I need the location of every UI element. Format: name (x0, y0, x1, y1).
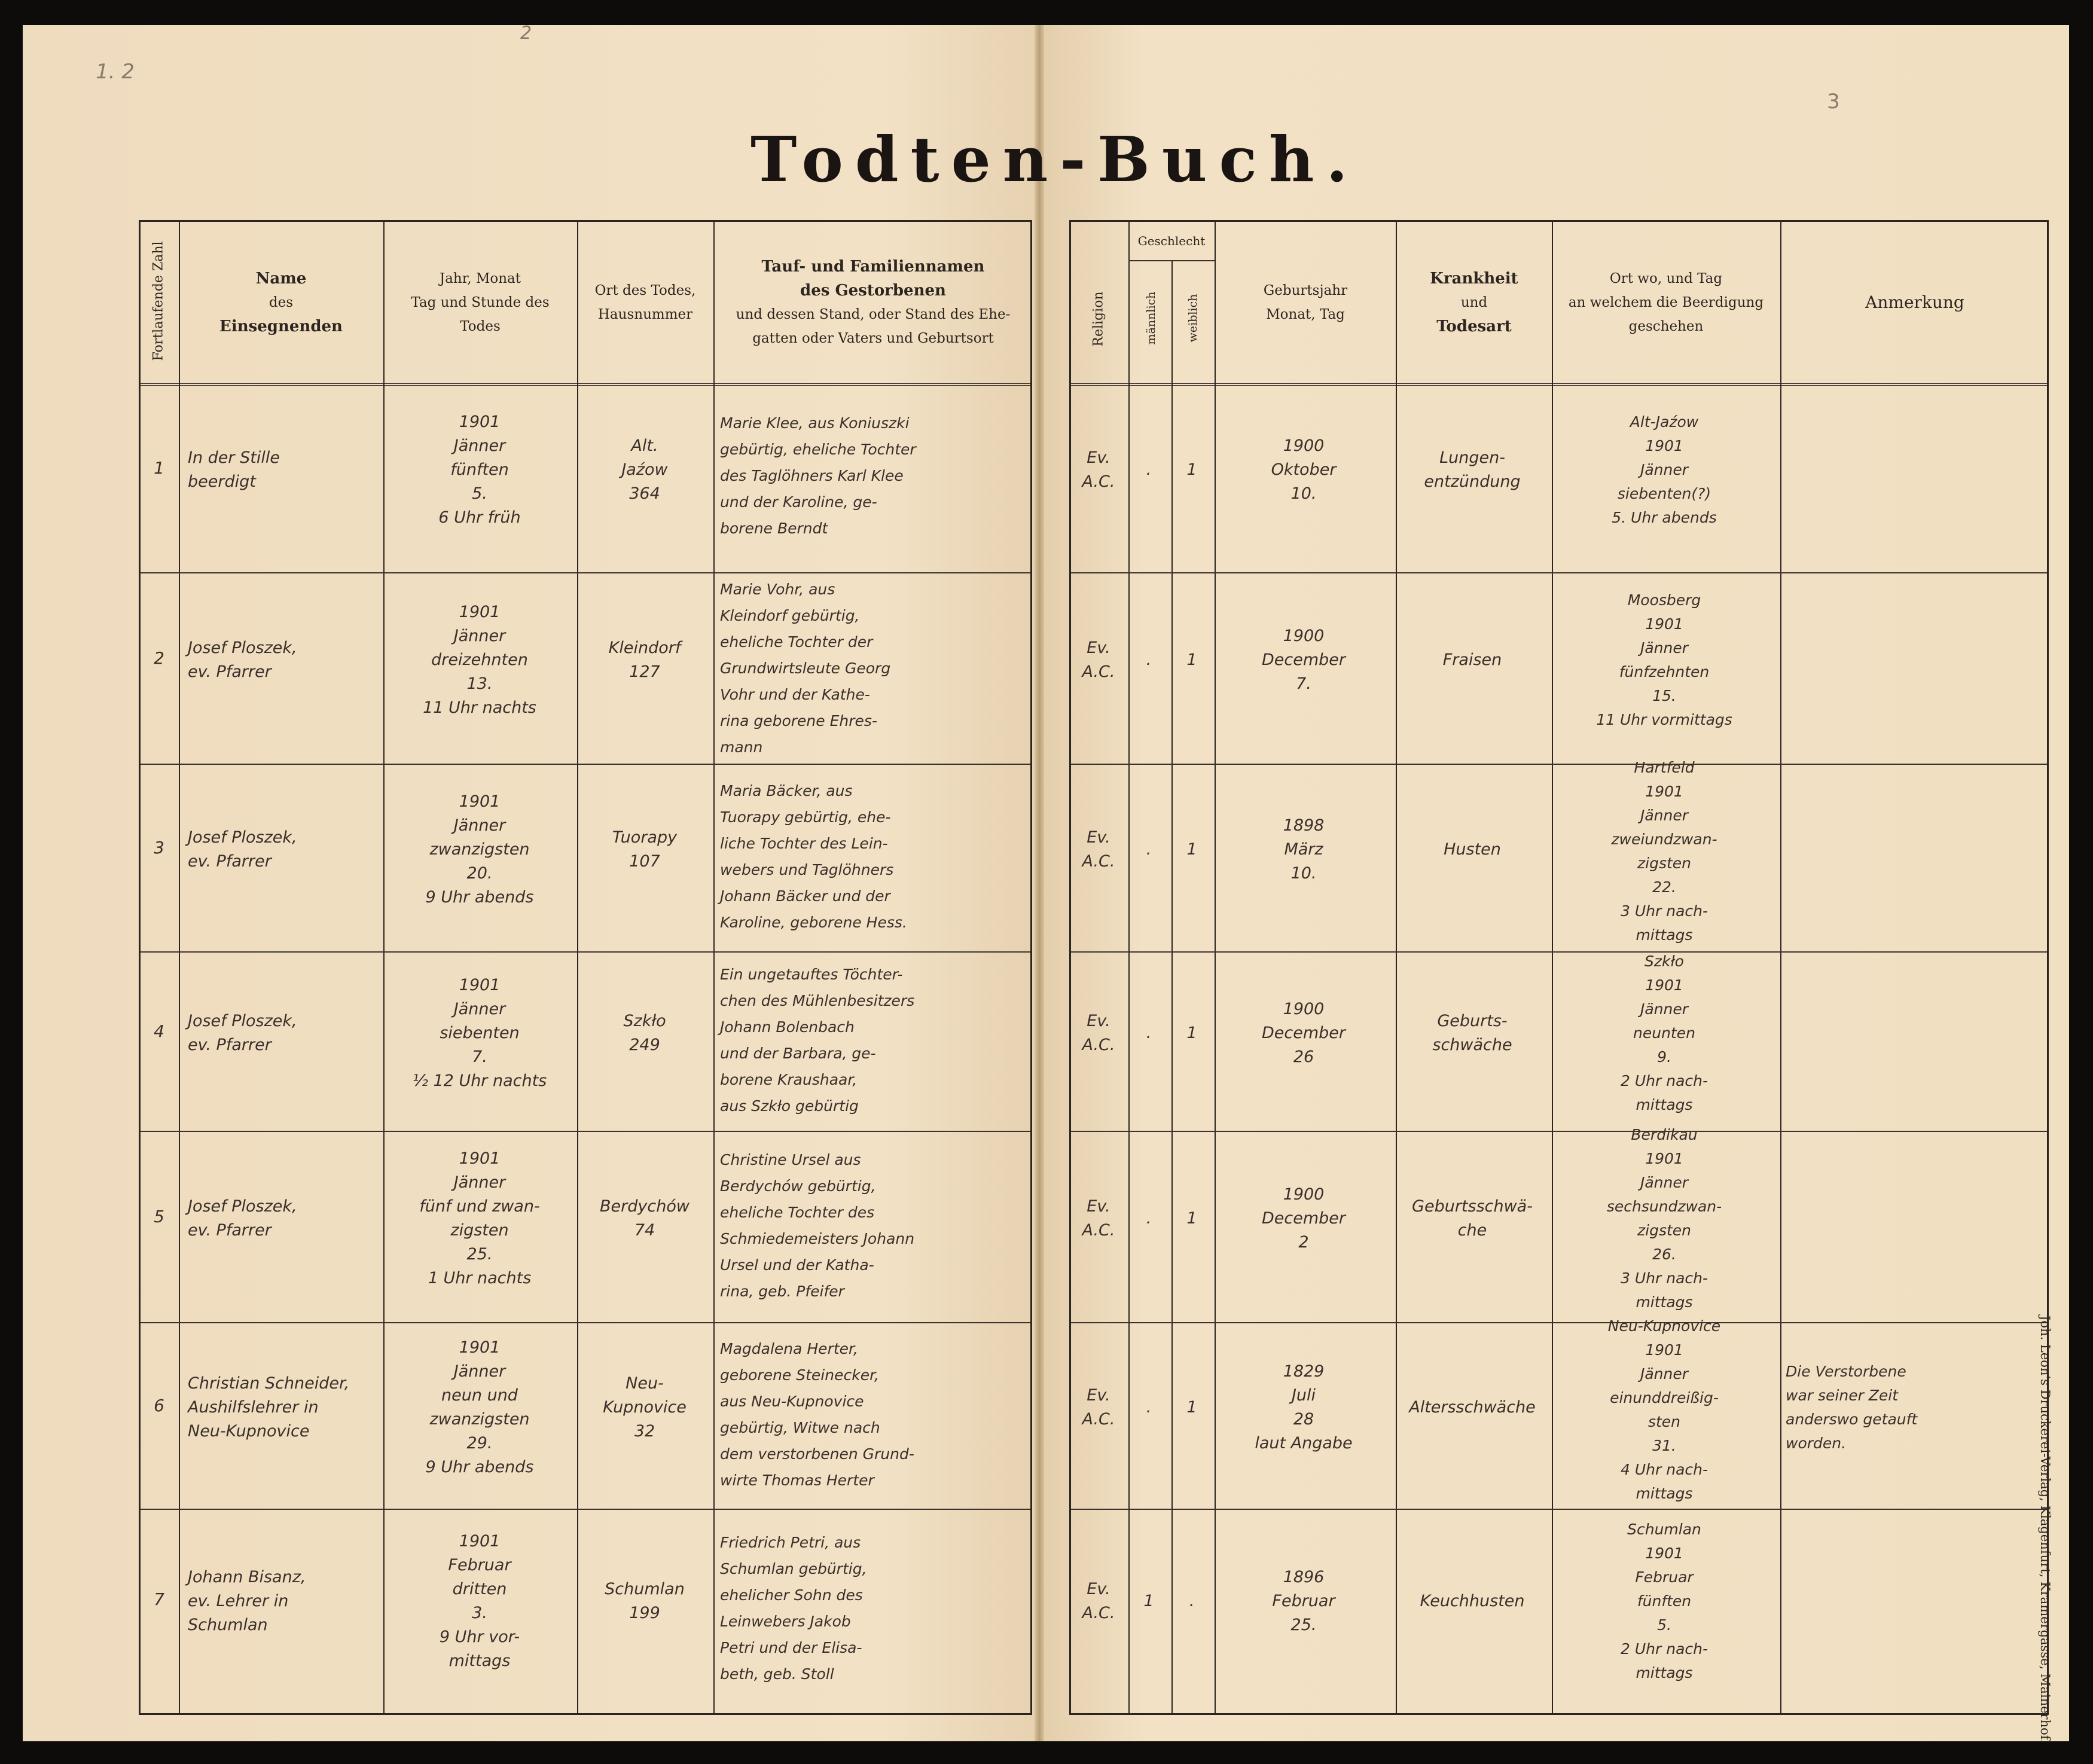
row-2-person: Marie Vohr, aus Kleindorf gebürtig, eheliche Tochter der Grundwirtsleute Georg Vohr und der Kathe- rina geborene Ehres- mann (720, 581, 891, 756)
row-1-burial: Alt-Jaźow 1901 Jänner siebenten(?) 5. Uhr abends (1612, 413, 1717, 526)
row-6-remark: Die Verstorbene war seiner Zeit anderswo getauft worden. (1786, 1363, 1918, 1452)
row-5-male: . (1146, 1209, 1152, 1228)
header-male: männlich (1145, 291, 1158, 345)
row-1-religion: Ev. A.C. (1082, 448, 1115, 491)
row-6-death: 1901 Jänner neun und zwanzigsten 29. 9 Uhr abends (425, 1338, 534, 1476)
header-running-number: Fortlaufende Zahl (151, 241, 166, 361)
row-4-place: Szkło 249 (623, 1012, 666, 1054)
row-1-male: . (1146, 460, 1152, 479)
row-5-burial: Berdikau 1901 Jänner sechsundzwan- zigsten 26. 3 Uhr nach- mittags (1606, 1126, 1722, 1311)
row-2-male: . (1146, 651, 1152, 669)
row-6-religion: Ev. A.C. (1082, 1386, 1115, 1429)
header-birth: Geburtsjahr Monat, Tag (1263, 283, 1348, 322)
row-5-place: Berdychów 74 (600, 1197, 689, 1240)
left-page-pencil-mark: 2 (520, 23, 532, 44)
row-7-officiant: Johann Bisanz, ev. Lehrer in Schumlan (188, 1568, 306, 1634)
row-5-birth: 1900 December 2 (1261, 1185, 1346, 1252)
header-death-place: Ort des Todes, Hausnummer (594, 283, 696, 322)
header-death-date: Jahr, Monat Tag und Stunde des Todes (411, 271, 550, 334)
header-female: weiblich (1186, 294, 1200, 343)
row-3-burial: Hartfeld 1901 Jänner zweiundzwan- zigsten 22. 3 Uhr nach- mittags (1611, 759, 1717, 944)
row-7-disease: Keuchhusten (1420, 1592, 1525, 1610)
row-2-burial: Moosberg 1901 Jänner fünfzehnten 15. 11 Uhr vormittags (1596, 591, 1732, 728)
row-6-burial: Neu-Kupnovice 1901 Jänner einunddreißig- sten 31. 4 Uhr nach- mittags (1607, 1317, 1721, 1502)
row-4-disease: Geburts- schwäche (1432, 1012, 1512, 1054)
header-burial: Ort wo, und Tag an welchem die Beerdigung geschehen (1568, 271, 1764, 334)
title-right: Buch. (1097, 123, 1360, 196)
row-4-nr: 4 (154, 1021, 164, 1041)
row-4-burial: Szkło 1901 Jänner neunten 9. 2 Uhr nach- mittags (1621, 953, 1708, 1113)
row-4-female: 1 (1186, 1024, 1197, 1042)
row-1-place: Alt. Jaźow 364 (621, 437, 668, 503)
row-6-female: 1 (1186, 1398, 1197, 1417)
row-5-officiant: Josef Ploszek, ev. Pfarrer (188, 1197, 297, 1240)
row-5-person: Christine Ursel aus Berdychów gebürtig, eheliche Tochter des Schmiedemeisters Johann Ursel und der Katha- rina, geb. Pfeifer (720, 1151, 915, 1300)
row-1-disease: Lungen- entzündung (1424, 448, 1521, 491)
row-5-disease: Geburtsschwä- che (1412, 1197, 1533, 1240)
row-4-male: . (1146, 1024, 1152, 1042)
folio-pencil-mark: 1. 2 (96, 60, 135, 84)
row-6-person: Magdalena Herter, geborene Steinecker, aus Neu-Kupnovice gebürtig, Witwe nach dem verstorbenen Grund- wirte Thomas Herter (720, 1340, 914, 1489)
row-1-nr: 1 (154, 458, 164, 478)
header-deceased: Tauf- und Familiennamen des Gestorbenen und dessen Stand, oder Stand des Ehe- gatten oder Vaters und Geburtsort (736, 258, 1011, 346)
row-2-death: 1901 Jänner dreizehnten 13. 11 Uhr nachts (423, 603, 536, 717)
row-6-nr: 6 (154, 1396, 164, 1415)
row-5-religion: Ev. A.C. (1082, 1197, 1115, 1240)
row-3-religion: Ev. A.C. (1082, 828, 1115, 871)
row-6-male: . (1146, 1398, 1152, 1417)
row-6-birth: 1829 Juli 28 laut Angabe (1255, 1362, 1353, 1452)
row-3-female: 1 (1186, 840, 1197, 859)
title-left: Todten- (750, 123, 1098, 196)
row-1-person: Marie Klee, aus Koniuszki gebürtig, eheliche Tochter des Taglöhners Karl Klee und der Karoline, ge- borene Berndt (720, 414, 916, 537)
row-5-nr: 5 (154, 1207, 164, 1226)
row-6-place: Neu- Kupnovice 32 (603, 1374, 687, 1441)
row-3-death: 1901 Jänner zwanzigsten 20. 9 Uhr abends (425, 792, 534, 907)
row-7-person: Friedrich Petri, aus Schumlan gebürtig, ehelicher Sohn des Leinwebers Jakob Petri und der Elisa- beth, geb. Stoll (720, 1534, 867, 1683)
row-4-religion: Ev. A.C. (1082, 1012, 1115, 1054)
row-1-officiant: In der Stille beerdigt (188, 448, 280, 491)
book-gutter (1035, 25, 1044, 1741)
row-3-birth: 1898 März 10. (1283, 816, 1325, 883)
header-sex: Geschlecht (1137, 234, 1206, 248)
header-remark: Anmerkung (1865, 292, 1964, 312)
row-3-person: Maria Bäcker, aus Tuorapy gebürtig, ehe- liche Tochter des Lein- webers und Taglöhners Johann Bäcker und der Karoline, geborene Hess. (720, 782, 907, 931)
row-2-nr: 2 (154, 648, 164, 668)
row-6-officiant: Christian Schneider, Aushilfslehrer in Neu-Kupnovice (188, 1374, 350, 1441)
row-2-officiant: Josef Ploszek, ev. Pfarrer (188, 639, 297, 681)
row-3-nr: 3 (154, 838, 164, 857)
row-5-female: 1 (1186, 1209, 1197, 1228)
header-religion: Religion (1091, 291, 1106, 347)
row-6-disease: Altersschwäche (1409, 1398, 1536, 1417)
row-4-officiant: Josef Ploszek, ev. Pfarrer (188, 1012, 297, 1054)
row-2-religion: Ev. A.C. (1082, 639, 1115, 681)
row-3-officiant: Josef Ploszek, ev. Pfarrer (188, 828, 297, 871)
row-2-female: 1 (1186, 651, 1197, 669)
row-2-disease: Fraisen (1442, 651, 1502, 669)
row-7-birth: 1896 Februar 25. (1272, 1568, 1335, 1634)
row-2-birth: 1900 December 7. (1261, 627, 1346, 693)
row-2-place: Kleindorf 127 (608, 639, 681, 681)
row-1-death: 1901 Jänner fünften 5. 6 Uhr früh (438, 413, 521, 527)
row-4-birth: 1900 December 26 (1261, 1000, 1346, 1066)
row-7-female: . (1189, 1592, 1195, 1610)
row-3-place: Tuorapy 107 (612, 828, 678, 871)
row-4-death: 1901 Jänner siebenten 7. ½ 12 Uhr nachts (412, 976, 547, 1090)
printer-imprint: Joh. Leon's Druckerei-Verlag, Klagenfurt, Kramergasse, Mainerhof. (2038, 1316, 2052, 1744)
row-7-religion: Ev. A.C. (1082, 1580, 1115, 1622)
row-5-death: 1901 Jänner fünf und zwan- zigsten 25. 1 Uhr nachts (419, 1149, 540, 1287)
row-4-person: Ein ungetauftes Töchter- chen des Mühlenbesitzers Johann Bolenbach und der Barbara, ge- borene Kraushaar, aus Szkło gebürtig (720, 966, 915, 1115)
header-officiant: Name des Einsegnenden (219, 270, 343, 335)
row-7-death: 1901 Februar dritten 3. 9 Uhr vor- mittags (439, 1532, 520, 1670)
row-1-female: 1 (1186, 460, 1197, 479)
row-7-place: Schumlan 199 (605, 1580, 685, 1622)
row-1-birth: 1900 Oktober 10. (1271, 437, 1337, 503)
row-3-male: . (1146, 840, 1152, 859)
row-7-nr: 7 (154, 1589, 164, 1609)
row-7-burial: Schumlan 1901 Februar fünften 5. 2 Uhr nach- mittags (1621, 1521, 1708, 1681)
row-3-disease: Husten (1444, 840, 1501, 859)
row-7-male: 1 (1143, 1592, 1154, 1610)
right-page-pencil-mark: 3 (1827, 90, 1840, 114)
header-disease: Krankheit und Todesart (1430, 270, 1518, 335)
